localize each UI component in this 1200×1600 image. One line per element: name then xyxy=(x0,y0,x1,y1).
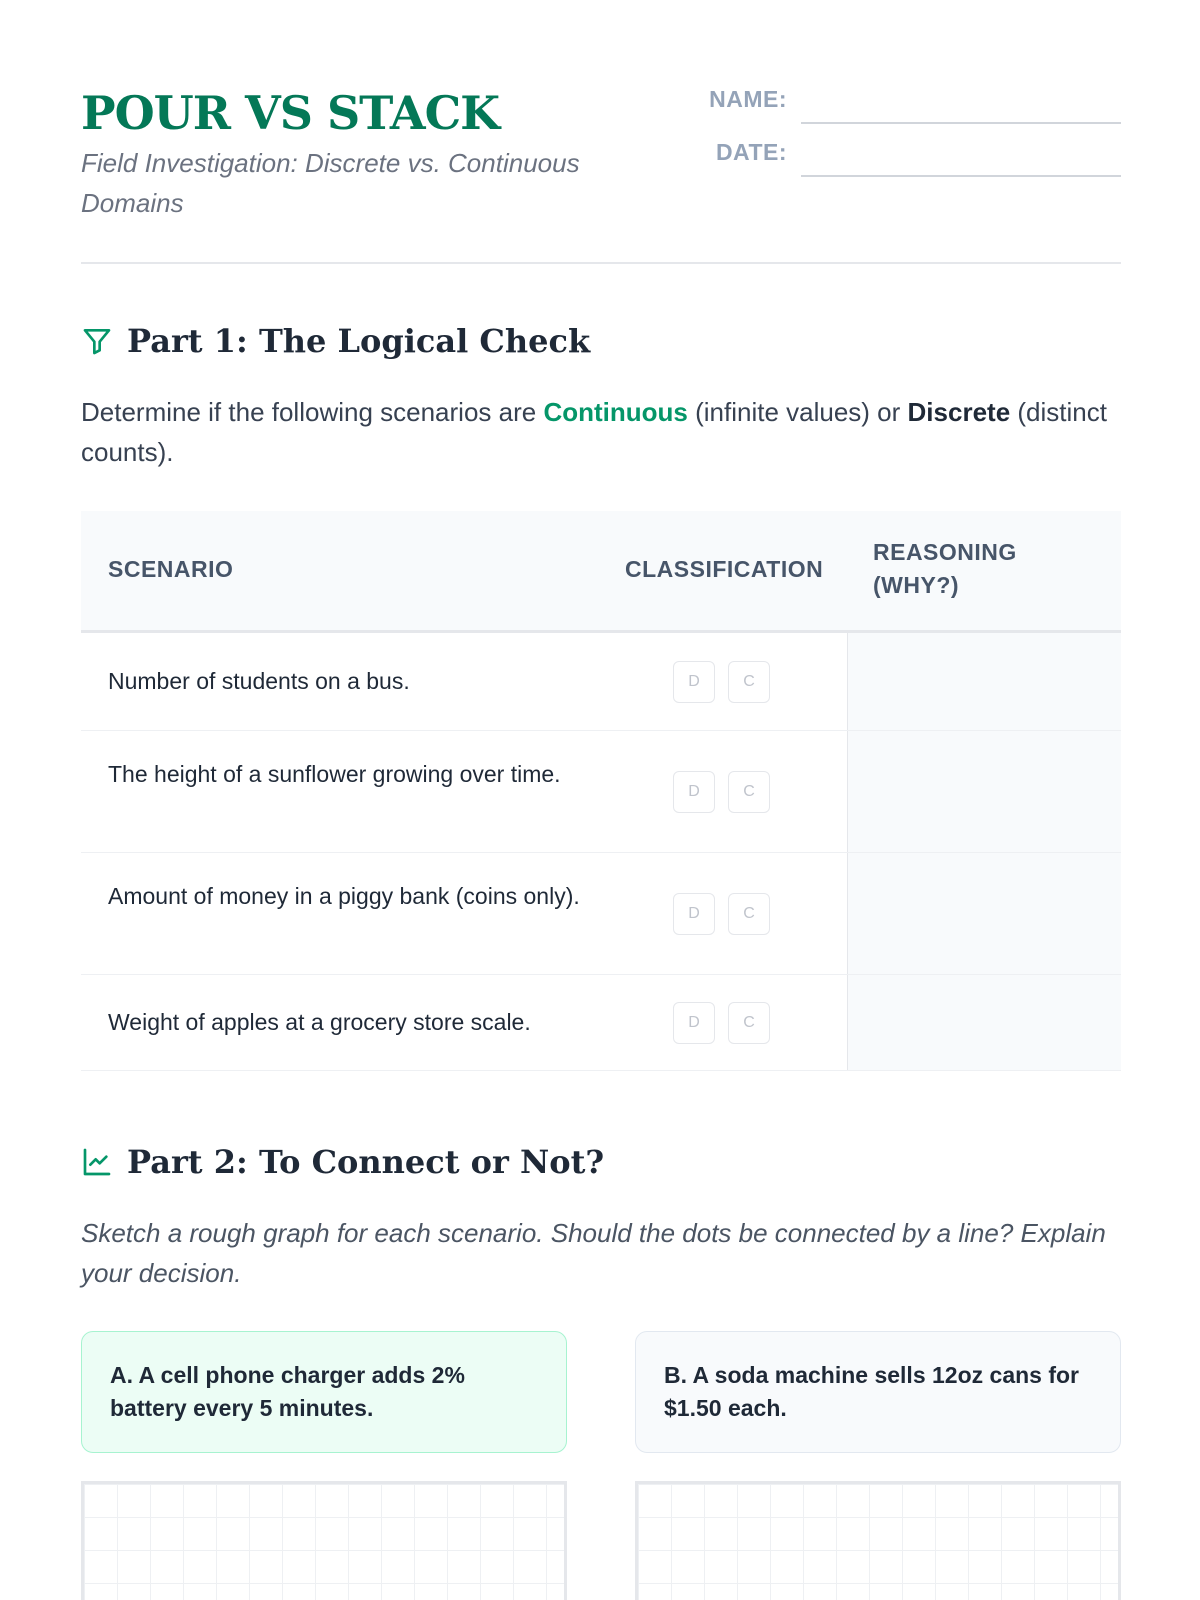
table-row xyxy=(81,633,1121,731)
reasoning-cell[interactable] xyxy=(847,633,1121,730)
desc-suffix: (distinct counts). xyxy=(81,397,1107,467)
part2-title: Part 2: To Connect or Not? xyxy=(127,1143,605,1181)
continuous-term: Continuous xyxy=(543,397,688,427)
scenario-card-b: B. A soda machine sells 12oz cans for $1.50 each. xyxy=(635,1331,1121,1453)
worksheet xyxy=(81,0,1121,1421)
sketch-grid-a[interactable] xyxy=(81,1481,567,1600)
header-scenario: SCENARIO xyxy=(108,556,234,582)
scenario-text: Number of students on a bus. xyxy=(108,668,410,694)
continuous-option[interactable]: C xyxy=(728,661,770,703)
scenario-text: The height of a sunflower growing over time. xyxy=(108,761,561,787)
discrete-option[interactable]: D xyxy=(673,661,715,703)
part1-heading xyxy=(81,322,590,360)
page-title: POUR VS STACK xyxy=(81,86,500,140)
discrete-option[interactable]: D xyxy=(673,1002,715,1044)
date-input-line[interactable] xyxy=(801,141,1121,177)
date-field xyxy=(691,137,1121,177)
discrete-option[interactable]: D xyxy=(673,771,715,813)
worksheet-header xyxy=(81,0,1121,264)
header-reasoning: REASONING (WHY?) xyxy=(873,539,1017,598)
line-chart-icon xyxy=(81,1146,113,1178)
table-row xyxy=(81,731,1121,853)
table-row xyxy=(81,975,1121,1071)
table-row xyxy=(81,853,1121,975)
desc-middle: (infinite values) or xyxy=(687,397,908,427)
classification-table xyxy=(81,511,1121,1071)
part1-title: Part 1: The Logical Check xyxy=(127,322,591,360)
scenario-text: Amount of money in a piggy bank (coins only). xyxy=(108,883,580,909)
name-label: NAME: xyxy=(709,86,787,112)
table-header xyxy=(81,511,1121,633)
name-field xyxy=(691,84,1121,124)
discrete-option[interactable]: D xyxy=(673,893,715,935)
date-label: DATE: xyxy=(715,139,787,165)
continuous-option[interactable]: C xyxy=(728,771,770,813)
filter-icon xyxy=(81,325,113,357)
sketch-grid-b[interactable] xyxy=(635,1481,1121,1600)
reasoning-cell[interactable] xyxy=(847,731,1121,852)
page-subtitle: Field Investigation: Discrete vs. Continuous Domains xyxy=(81,148,580,218)
scenario-card-a: A. A cell phone charger adds 2% battery every 5 minutes. xyxy=(81,1331,567,1453)
discrete-term: Discrete xyxy=(907,397,1011,427)
header-classification: CLASSIFICATION xyxy=(625,556,824,582)
continuous-option[interactable]: C xyxy=(728,1002,770,1044)
reasoning-cell[interactable] xyxy=(847,975,1121,1070)
scenario-text: Weight of apples at a grocery store scale. xyxy=(108,1009,531,1035)
part2-heading xyxy=(81,1143,604,1181)
continuous-option[interactable]: C xyxy=(728,893,770,935)
part2-instructions: Sketch a rough graph for each scenario. Should the dots be connected by a line? Explain your decision. xyxy=(81,1218,1106,1288)
desc-prefix: Determine if the following scenarios are xyxy=(81,397,544,427)
part1-instructions xyxy=(81,392,1121,472)
name-input-line[interactable] xyxy=(801,88,1121,124)
reasoning-cell[interactable] xyxy=(847,853,1121,974)
